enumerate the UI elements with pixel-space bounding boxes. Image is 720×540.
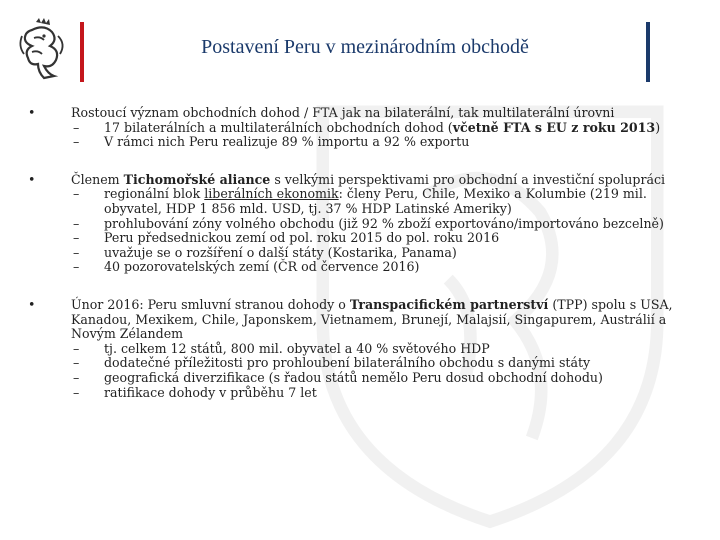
sub-item: – 40 pozorovatelských zemí (ČR od července 2016) — [73, 259, 420, 275]
list-item — [28, 173, 678, 275]
sub-item: – 17 bilaterálních a multilaterálních obchodních dohod (včetně FTA s EU z roku 2013) — [73, 119, 661, 135]
bullet-marker: • — [28, 171, 36, 187]
sub-item: – regionální blok liberálních ekonomik: členy Peru, Chile, Mexiko a Kolumbie (219 mil. obyvatel, HDP 1 856 mld. USD, tj. 37 % HDP Latinské Ameriky) — [73, 186, 647, 216]
dash-marker: – — [73, 259, 80, 275]
dash-marker: – — [73, 384, 80, 400]
dash-marker: – — [73, 119, 80, 135]
sub-item: – uvažuje se o rozšíření o další státy (Kostarika, Panama) — [73, 244, 457, 260]
sub-item: – tj. celkem 12 států, 800 mil. obyvatel a 40 % světového HDP — [73, 340, 490, 356]
bullet-text: Rostoucí význam obchodních dohod / FTA jak na bilaterální, tak multilaterální úrovni — [71, 105, 615, 120]
dash-marker: – — [73, 244, 80, 260]
dash-marker: – — [73, 215, 80, 231]
bullet-text: Členem Tichomořské aliance s velkými perspektivami pro obchodní a investiční spolupráci — [71, 171, 666, 187]
underlined-text: liberálních ekonomik — [204, 186, 339, 202]
dash-marker: – — [73, 369, 80, 385]
bullet-marker: • — [28, 105, 36, 120]
sub-item: – geografická diverzifikace (s řadou států nemělo Peru dosud obchodní dohodu) — [73, 369, 603, 385]
dash-marker: – — [73, 340, 80, 356]
page-title: Postavení Peru v mezinárodním obchodě — [201, 36, 529, 58]
header-red-divider — [80, 22, 84, 82]
header-blue-divider — [646, 22, 650, 82]
bullet-marker: • — [28, 296, 36, 312]
sub-item: – prohlubování zóny volného obchodu (již 92 % zboží exportováno/importováno bezcelně) — [73, 215, 664, 231]
czech-lion-logo-icon — [14, 16, 68, 82]
slide-content — [28, 106, 678, 423]
list-item — [28, 106, 678, 150]
list-item — [28, 298, 678, 400]
dash-marker: – — [73, 230, 80, 246]
sub-item: – Peru předsednickou zemí od pol. roku 2015 do pol. roku 2016 — [73, 230, 500, 246]
dash-marker: – — [73, 186, 80, 202]
dash-marker: – — [73, 355, 80, 371]
sub-item: – dodatečné příležitosti pro prohloubení bilaterálního obchodu s danými státy — [73, 355, 591, 371]
sub-item: – V rámci nich Peru realizuje 89 % importu a 92 % exportu — [73, 134, 470, 150]
bullet-text: Únor 2016: Peru smluvní stranou dohody o Transpacifickém partnerství (TPP) spolu s USA, Kanadou, Mexikem, Chile, Japonskem, Vietnamem, Brunejí, Malajsií, Singapurem, Austrálií a Novým Zélandem — [71, 296, 673, 342]
dash-marker: – — [73, 134, 80, 150]
sub-item: – ratifikace dohody v průběhu 7 let — [73, 384, 317, 400]
